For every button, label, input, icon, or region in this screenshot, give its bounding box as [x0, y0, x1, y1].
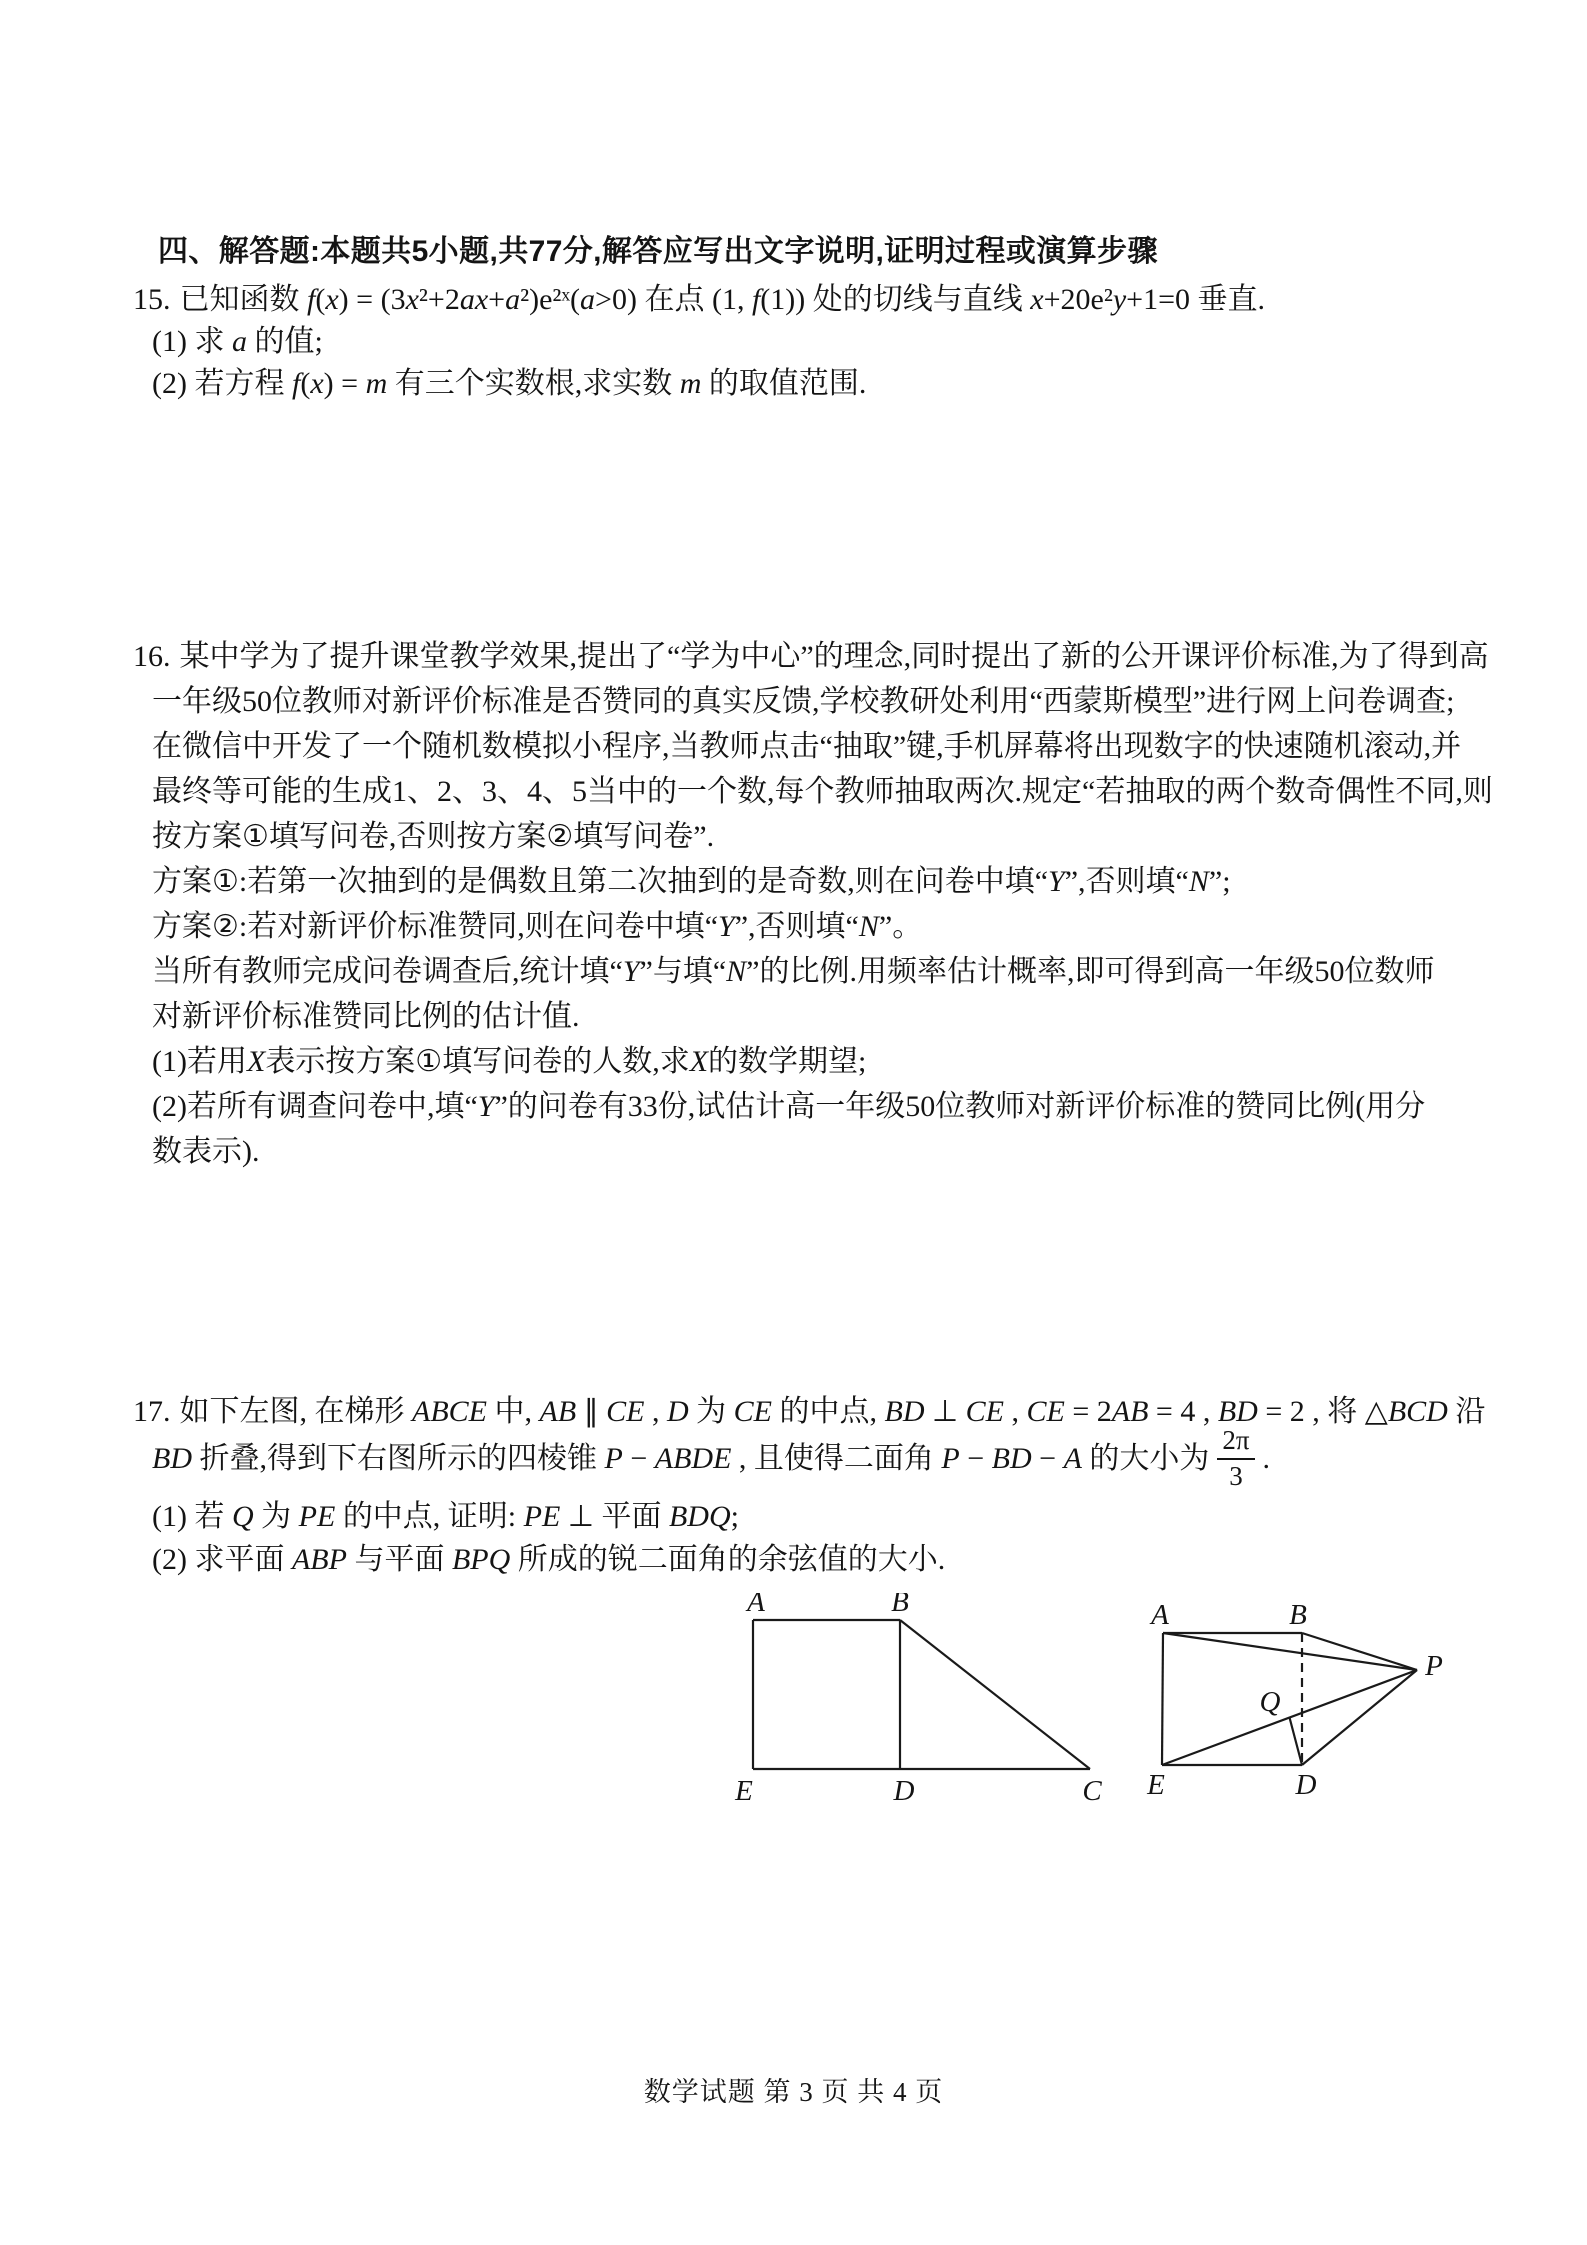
fraction-denominator: 3 — [1229, 1461, 1243, 1491]
problem-17-line-2-text: BD 折叠,得到下右图所示的四棱锥 P − ABDE , 且使得二面角 P − BD − A 的大小为 — [152, 1442, 1210, 1476]
problem-16-part-1: (1)若用X表示按方案①填写问卷的人数,求X的数学期望; — [152, 1045, 867, 1078]
vertex-label-d: D — [1295, 1769, 1317, 1801]
problem-16-line-3: 在微信中开发了一个随机数模拟小程序,当教师点击“抽取”键,手机屏幕将出现数字的快速随机滚动,并 — [152, 730, 1462, 763]
vertex-label-d: D — [893, 1775, 915, 1807]
fraction-2pi-over-3 — [1217, 1426, 1254, 1491]
problem-16-line-1 — [133, 638, 1489, 676]
problem-17-line-1 — [133, 1393, 1485, 1431]
problem-16-line-8: 当所有教师完成问卷调查后,统计填“Y”与填“N”的比例.用频率估计概率,即可得到高一年级50位数师 — [152, 955, 1435, 988]
problem-17-part-2: (2) 求平面 ABP 与平面 BPQ 所成的锐二面角的余弦值的大小. — [152, 1543, 946, 1576]
fraction-numerator: 2π — [1217, 1426, 1254, 1460]
edge-qd — [1290, 1718, 1303, 1766]
pyramid-figure — [1140, 1593, 1470, 1818]
edge-bp — [1302, 1633, 1417, 1670]
problem-16-part-2: (2)若所有调查问卷中,填“Y”的问卷有33份,试估计高一年级50位教师对新评价标准的赞同比例(用分 — [152, 1090, 1426, 1123]
edge-ap — [1163, 1633, 1417, 1670]
problem-16-statement: 某中学为了提升课堂教学效果,提出了“学为中心”的理念,同时提出了新的公开课评价标准,为了得到高 — [179, 640, 1489, 673]
problem-15-line-1 — [133, 281, 1265, 319]
problem-16-line-5: 按方案①填写问卷,否则按方案②填写问卷”. — [152, 820, 715, 853]
vertex-label-e: E — [1147, 1769, 1165, 1801]
problem-16-line-4: 最终等可能的生成1、2、3、4、5当中的一个数,每个教师抽取两次.规定“若抽取的两个数奇偶性不同,则 — [152, 775, 1493, 808]
problem-17-statement: 如下左图, 在梯形 ABCE 中, AB ∥ CE , D 为 CE 的中点, BD ⊥ CE , CE = 2AB = 4 , BD = 2 , 将 △BCD 沿 — [179, 1395, 1486, 1428]
edge-dp — [1302, 1670, 1417, 1765]
problem-16-line-7: 方案②:若对新评价标准赞同,则在问卷中填“Y”,否则填“N”。 — [152, 910, 923, 943]
problem-15-part-1: (1) 求 a 的值; — [152, 325, 323, 358]
problem-16-line-9: 对新评价标准赞同比例的估计值. — [152, 1000, 580, 1033]
problem-17-line-2 — [152, 1425, 1271, 1491]
edge-ae — [1162, 1633, 1163, 1765]
vertex-label-a: A — [1151, 1599, 1169, 1631]
problem-16-line-6: 方案①:若第一次抽到的是偶数且第二次抽到的是奇数,则在问卷中填“Y”,否则填“N”; — [152, 865, 1231, 898]
trapezoid-figure — [730, 1593, 1120, 1818]
problem-17-part-1: (1) 若 Q 为 PE 的中点, 证明: PE ⊥ 平面 BDQ; — [152, 1500, 739, 1533]
problem-15-statement: 已知函数 f(x) = (3x²+2ax+a²)e²ˣ(a>0) 在点 (1, f(1)) 处的切线与直线 x+20e²y+1=0 垂直. — [179, 283, 1266, 316]
section-header: 四、解答题:本题共5小题,共77分,解答应写出文字说明,证明过程或演算步骤 — [158, 235, 1158, 268]
vertex-label-q: Q — [1259, 1686, 1281, 1718]
problem-16-line-12: 数表示). — [152, 1135, 260, 1168]
problem-17-line-2-period: . — [1262, 1442, 1271, 1476]
page-footer: 数学试题 第 3 页 共 4 页 — [643, 2077, 944, 2107]
problem-16-number: 16. — [133, 640, 171, 673]
vertex-label-b: B — [891, 1593, 909, 1618]
vertex-label-b: B — [1289, 1599, 1307, 1631]
vertex-label-p: P — [1425, 1650, 1443, 1682]
vertex-label-e: E — [735, 1775, 753, 1807]
edge-bc — [900, 1620, 1090, 1769]
vertex-label-c: C — [1082, 1775, 1102, 1807]
vertex-label-a: A — [747, 1593, 765, 1618]
problem-16-line-2: 一年级50位教师对新评价标准是否赞同的真实反馈,学校教研处利用“西蒙斯模型”进行网上问卷调查; — [152, 685, 1455, 718]
problem-15-part-2: (2) 若方程 f(x) = m 有三个实数根,求实数 m 的取值范围. — [152, 367, 867, 400]
problem-17-number: 17. — [133, 1395, 171, 1428]
problem-15-number: 15. — [133, 283, 171, 316]
